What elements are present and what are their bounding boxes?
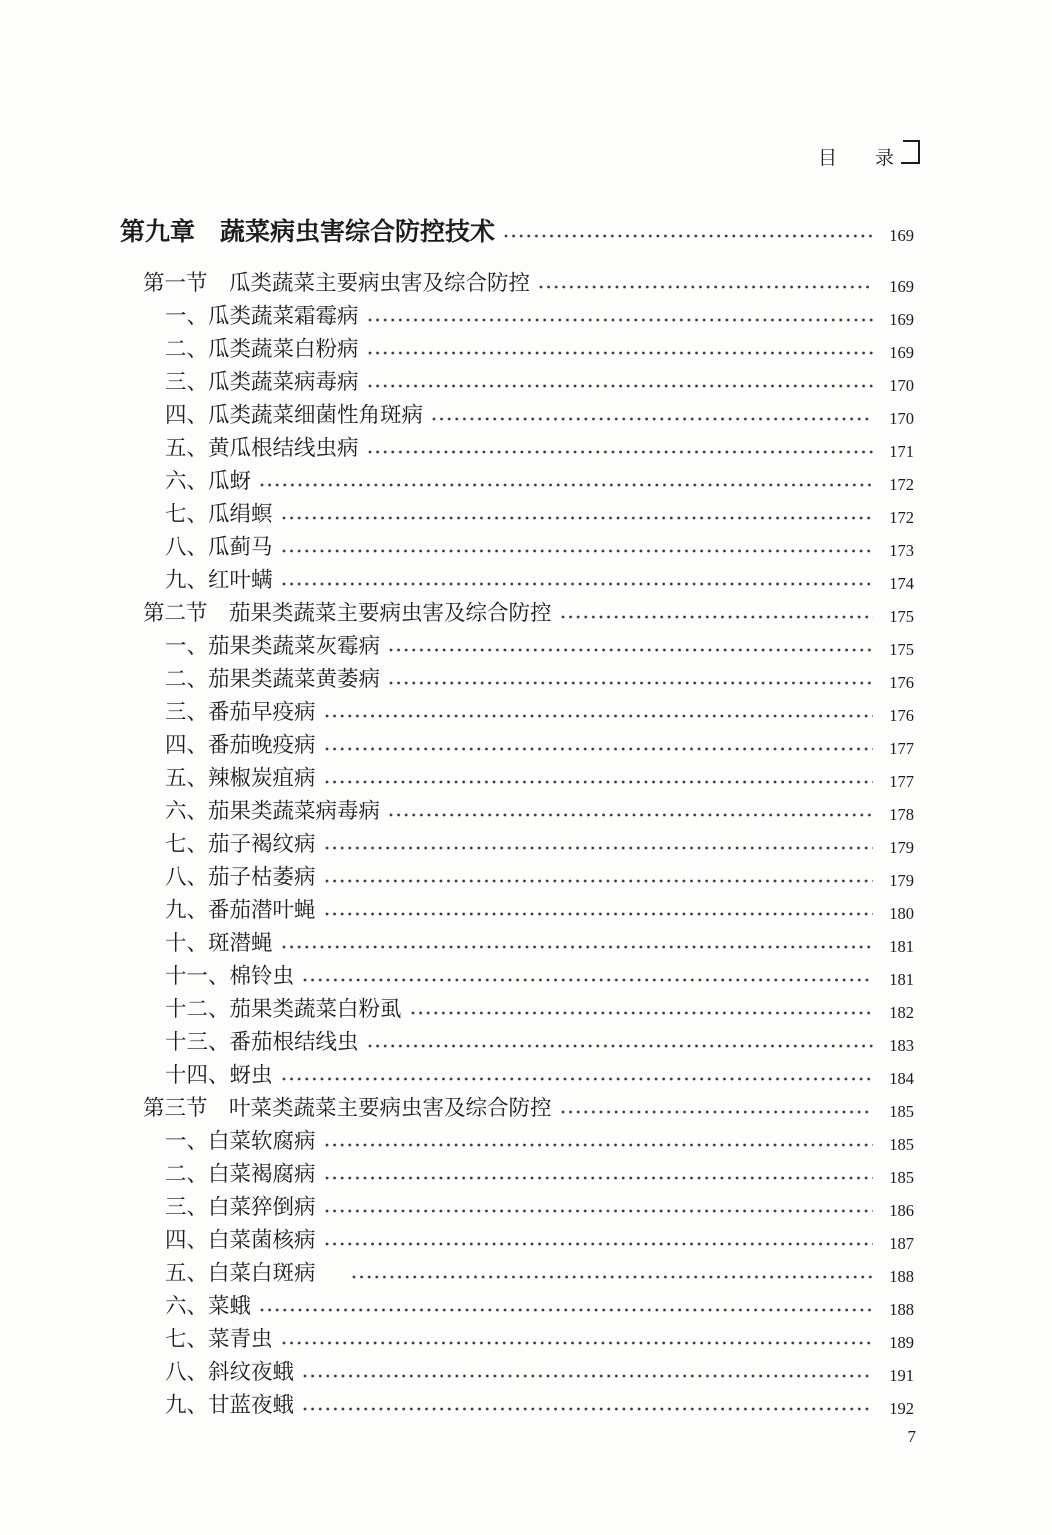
toc-entry-title: 五、黄瓜根结线虫病	[165, 436, 359, 460]
toc-page-number: 182	[889, 1003, 914, 1022]
dot-leader	[368, 384, 873, 388]
dot-leader	[389, 648, 873, 652]
dot-leader	[325, 1176, 873, 1180]
running-header-title: 目 录	[818, 148, 904, 169]
toc-page-number: 172	[889, 508, 914, 527]
toc-chapter-entry	[0, 216, 914, 250]
toc-entry	[0, 1026, 914, 1059]
dot-leader	[389, 681, 873, 685]
toc-entry-title: 八、茄子枯萎病	[165, 865, 316, 889]
toc-page-number: 177	[889, 772, 914, 791]
toc-page-number: 188	[889, 1267, 914, 1286]
dot-leader	[282, 582, 873, 586]
dot-leader	[411, 1011, 873, 1015]
toc-page-number: 191	[889, 1366, 914, 1385]
toc-entry	[0, 498, 914, 531]
toc-entry	[0, 366, 914, 399]
toc-entry-title: 十四、蚜虫	[165, 1063, 273, 1087]
toc-entry	[0, 1059, 914, 1092]
toc-entry	[0, 927, 914, 960]
dot-leader	[368, 450, 873, 454]
toc-entry-title: 二、瓜类蔬菜白粉病	[165, 337, 359, 361]
dot-leader	[303, 1374, 873, 1378]
toc-entry-title: 七、茄子褐纹病	[165, 832, 316, 856]
toc-page-number: 176	[889, 673, 914, 692]
toc-entry-title: 六、瓜蚜	[165, 469, 252, 493]
toc-page-number: 181	[889, 970, 914, 989]
toc-page-number: 185	[889, 1168, 914, 1187]
toc-entry	[0, 960, 914, 993]
toc-entry-title: 七、瓜绢螟	[165, 502, 273, 526]
toc-entry-title: 十一、棉铃虫	[165, 964, 295, 988]
toc-entry-title: 十二、茄果类蔬菜白粉虱	[165, 997, 402, 1021]
dot-leader	[368, 1044, 873, 1048]
toc-entry-title: 二、白菜褐腐病	[165, 1162, 316, 1186]
dot-leader	[325, 1143, 873, 1147]
toc-entry-title: 六、菜蛾	[165, 1294, 252, 1318]
dot-leader	[352, 1275, 873, 1279]
toc-page-number: 176	[889, 706, 914, 725]
toc-entry-title: 二、茄果类蔬菜黄萎病	[165, 667, 381, 691]
toc-section-entry	[0, 267, 914, 300]
dot-leader	[282, 1077, 873, 1081]
toc-entry	[0, 1224, 914, 1257]
toc-entry-title: 八、斜纹夜蛾	[165, 1360, 295, 1384]
toc-page-number: 192	[889, 1399, 914, 1418]
toc-page-number: 185	[889, 1135, 914, 1154]
toc-entry-title: 四、白菜菌核病	[165, 1228, 316, 1252]
toc-entry	[0, 861, 914, 894]
toc-section-entry	[0, 597, 914, 630]
toc-page-number: 187	[889, 1234, 914, 1253]
toc-entry	[0, 1356, 914, 1389]
toc-entry	[0, 729, 914, 762]
dot-leader	[260, 483, 873, 487]
dot-leader	[368, 351, 873, 355]
toc-page-number: 189	[889, 1333, 914, 1352]
toc-entry	[0, 1191, 914, 1224]
toc-entry	[0, 1125, 914, 1158]
toc-entry-title: 五、辣椒炭疽病	[165, 766, 316, 790]
dot-leader	[325, 780, 873, 784]
toc-page-number: 174	[889, 574, 914, 593]
dot-leader	[325, 1242, 873, 1246]
toc-entry-title: 六、茄果类蔬菜病毒病	[165, 799, 381, 823]
dot-leader	[282, 516, 873, 520]
dot-leader	[368, 318, 873, 322]
dot-leader	[303, 1407, 873, 1411]
toc-entry	[0, 663, 914, 696]
toc-entry	[0, 333, 914, 366]
page-number: 7	[907, 1427, 916, 1446]
toc-entry	[0, 465, 914, 498]
dot-leader	[325, 912, 873, 916]
toc-page-number: 186	[889, 1201, 914, 1220]
toc-page-number: 170	[889, 376, 914, 395]
toc-entry-title: 九、番茄潜叶蝇	[165, 898, 316, 922]
toc-page-number: 183	[889, 1036, 914, 1055]
toc-entry	[0, 300, 914, 333]
toc-entry-title: 一、茄果类蔬菜灰霉病	[165, 634, 381, 658]
toc-entry-title: 三、瓜类蔬菜病毒病	[165, 370, 359, 394]
dot-leader	[325, 1209, 873, 1213]
toc-entry	[0, 1323, 914, 1356]
toc-entry-title: 四、番茄晚疫病	[165, 733, 316, 757]
toc-page-number: 175	[889, 607, 914, 626]
toc-entry	[0, 630, 914, 663]
toc-entry-title: 五、白菜白斑病	[165, 1261, 316, 1285]
toc-page-number: 169	[889, 343, 914, 362]
toc-page-number: 177	[889, 739, 914, 758]
toc-entry-title: 一、瓜类蔬菜霜霉病	[165, 304, 359, 328]
toc-page-number: 181	[889, 937, 914, 956]
toc-entry	[0, 1257, 914, 1290]
dot-leader	[282, 1341, 873, 1345]
toc-entry-title: 四、瓜类蔬菜细菌性角斑病	[165, 403, 424, 427]
toc-page-number: 173	[889, 541, 914, 560]
toc-section-entry	[0, 1092, 914, 1125]
toc-page-number: 169	[889, 226, 914, 245]
dot-leader	[389, 813, 873, 817]
toc-page-number: 172	[889, 475, 914, 494]
toc-entry-title: 九、甘蓝夜蛾	[165, 1393, 295, 1417]
toc-entry	[0, 432, 914, 465]
toc-entry-title: 三、白菜猝倒病	[165, 1195, 316, 1219]
toc-page-number: 188	[889, 1300, 914, 1319]
toc-page-number: 185	[889, 1102, 914, 1121]
toc-section-title: 第二节 茄果类蔬菜主要病虫害及综合防控	[143, 601, 552, 625]
dot-leader	[282, 549, 873, 553]
toc-entry	[0, 564, 914, 597]
toc-chapter-title: 第九章 蔬菜病虫害综合防控技术	[120, 219, 496, 246]
toc-section-title: 第一节 瓜类蔬菜主要病虫害及综合防控	[143, 271, 531, 295]
dot-leader	[282, 945, 873, 949]
toc-entry	[0, 1158, 914, 1191]
toc-entry-title: 一、白菜软腐病	[165, 1129, 316, 1153]
toc-entry	[0, 399, 914, 432]
toc-entry	[0, 894, 914, 927]
toc-entry-title: 九、红叶螨	[165, 568, 273, 592]
toc-page-number: 171	[889, 442, 914, 461]
toc-page-number: 179	[889, 871, 914, 890]
toc-page-number: 175	[889, 640, 914, 659]
dot-leader	[303, 978, 873, 982]
dot-leader	[561, 1110, 873, 1114]
toc-entry	[0, 828, 914, 861]
toc-entry-title: 八、瓜蓟马	[165, 535, 273, 559]
toc-section-title: 第三节 叶菜类蔬菜主要病虫害及综合防控	[143, 1096, 552, 1120]
toc-page-number: 179	[889, 838, 914, 857]
toc-entry-title: 七、菜青虫	[165, 1327, 273, 1351]
toc-page-number: 169	[889, 310, 914, 329]
toc-entry-title: 十、斑潜蝇	[165, 931, 273, 955]
toc-entry	[0, 762, 914, 795]
dot-leader	[325, 747, 873, 751]
dot-leader	[504, 234, 873, 238]
table-of-contents	[0, 267, 914, 1422]
toc-entry-title: 三、番茄早疫病	[165, 700, 316, 724]
toc-entry	[0, 795, 914, 828]
toc-page-number: 169	[889, 277, 914, 296]
toc-entry	[0, 1389, 914, 1422]
dot-leader	[325, 846, 873, 850]
toc-page-number: 170	[889, 409, 914, 428]
toc-entry	[0, 1290, 914, 1323]
corner-bracket-icon	[898, 137, 922, 167]
toc-entry	[0, 696, 914, 729]
toc-page-number: 178	[889, 805, 914, 824]
toc-entry	[0, 531, 914, 564]
dot-leader	[260, 1308, 873, 1312]
toc-page-number: 184	[889, 1069, 914, 1088]
dot-leader	[325, 879, 873, 883]
dot-leader	[561, 615, 873, 619]
dot-leader	[325, 714, 873, 718]
toc-entry	[0, 993, 914, 1026]
dot-leader	[432, 417, 873, 421]
toc-page-number: 180	[889, 904, 914, 923]
toc-entry-title: 十三、番茄根结线虫	[165, 1030, 359, 1054]
dot-leader	[539, 285, 873, 289]
